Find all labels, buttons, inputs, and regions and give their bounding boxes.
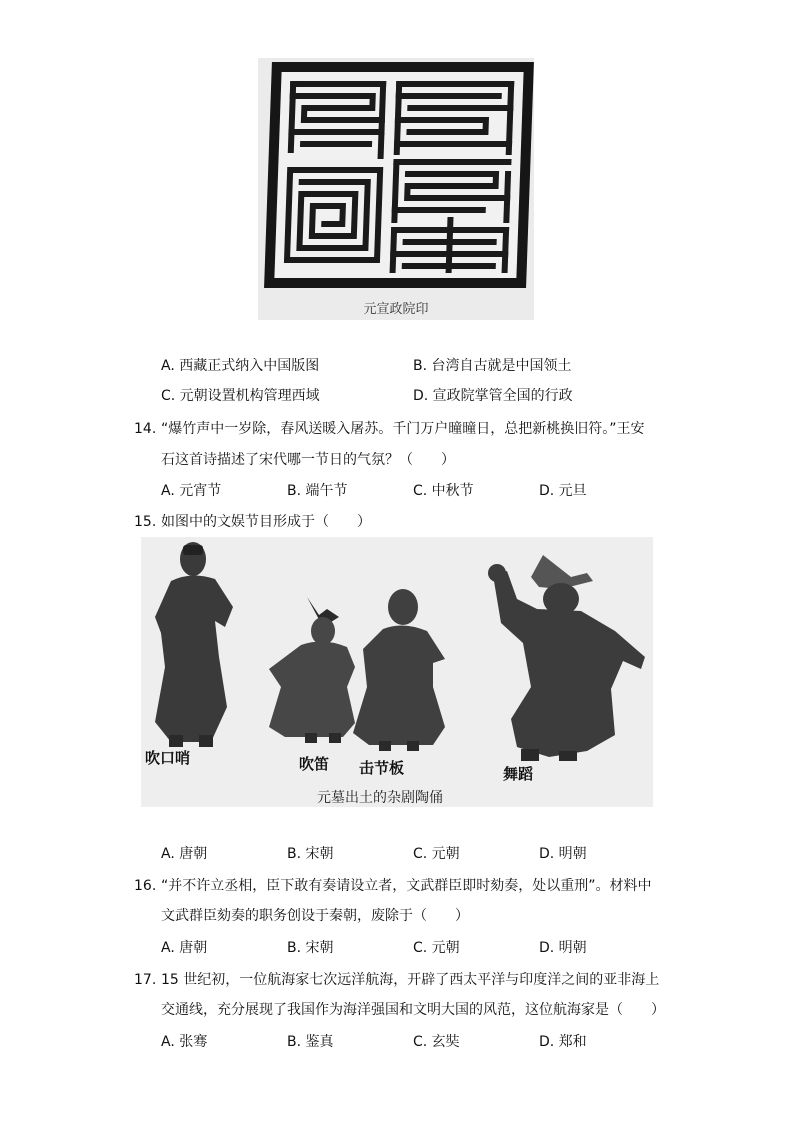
q15-option-c[interactable]: C. 元朝 bbox=[413, 846, 460, 862]
q16-number: 16. bbox=[134, 878, 157, 894]
q14-option-d[interactable]: D. 元旦 bbox=[539, 483, 587, 499]
q14-number: 14. bbox=[134, 421, 157, 437]
figurines-caption: 元墓出土的杂剧陶俑 bbox=[317, 790, 443, 806]
q16-stem-line2: 文武群臣劾奏的职务创设于秦朝，废除于（ ） bbox=[161, 908, 469, 924]
q17-stem-line1: 15 世纪初，一位航海家七次远洋航海，开辟了西太平洋与印度洋之间的亚非海上 bbox=[161, 972, 660, 988]
q17-option-d[interactable]: D. 郑和 bbox=[539, 1034, 587, 1050]
q16-option-d[interactable]: D. 明朝 bbox=[539, 940, 587, 956]
q14-option-c[interactable]: C. 中秋节 bbox=[413, 483, 474, 499]
q15-stem-line1: 如图中的文娱节目形成于（ ） bbox=[161, 514, 371, 530]
q13-option-c[interactable]: C. 元朝设置机构管理西域 bbox=[161, 388, 320, 404]
q17-option-a[interactable]: A. 张骞 bbox=[161, 1034, 208, 1050]
q14-option-a[interactable]: A. 元宵节 bbox=[161, 483, 222, 499]
q15-option-b[interactable]: B. 宋朝 bbox=[287, 846, 334, 862]
q16-option-a[interactable]: A. 唐朝 bbox=[161, 940, 208, 956]
q17-option-c[interactable]: C. 玄奘 bbox=[413, 1034, 460, 1050]
q17-stem-line2: 交通线，充分展现了我国作为海洋强国和文明大国的风范，这位航海家是（ ） bbox=[161, 1002, 665, 1018]
q13-option-a[interactable]: A. 西藏正式纳入中国版图 bbox=[161, 358, 320, 374]
label-dance: 舞蹈 bbox=[503, 765, 534, 783]
q16-option-c[interactable]: C. 元朝 bbox=[413, 940, 460, 956]
label-flute: 吹笛 bbox=[299, 755, 330, 773]
q13-option-b[interactable]: B. 台湾自古就是中国领土 bbox=[413, 358, 572, 374]
q17-number: 17. bbox=[134, 972, 157, 988]
label-whistle: 吹口哨 bbox=[145, 749, 191, 767]
q14-stem-line2: 石这首诗描述了宋代哪一节日的气氛？（ ） bbox=[161, 452, 455, 468]
seal-caption: 元宣政院印 bbox=[363, 302, 429, 317]
label-clapper: 击节板 bbox=[359, 759, 405, 777]
q14-option-b[interactable]: B. 端午节 bbox=[287, 483, 348, 499]
q14-stem-line1: “爆竹声中一岁除，春风送暖入屠苏。千门万户曈曈日，总把新桃换旧符。”王安 bbox=[161, 421, 645, 437]
figurines-figure bbox=[141, 537, 653, 807]
q15-option-a[interactable]: A. 唐朝 bbox=[161, 846, 208, 862]
q16-option-b[interactable]: B. 宋朝 bbox=[287, 940, 334, 956]
q13-option-d[interactable]: D. 宣政院掌管全国的行政 bbox=[413, 388, 573, 404]
seal-image bbox=[258, 58, 534, 320]
q17-option-b[interactable]: B. 鉴真 bbox=[287, 1034, 334, 1050]
q15-option-d[interactable]: D. 明朝 bbox=[539, 846, 587, 862]
q16-stem-line1: “并不许立丞相，臣下敢有奏请设立者，文武群臣即时劾奏，处以重刑”。材料中 bbox=[161, 878, 652, 894]
seal-figure bbox=[258, 58, 534, 320]
q15-number: 15. bbox=[134, 514, 157, 530]
